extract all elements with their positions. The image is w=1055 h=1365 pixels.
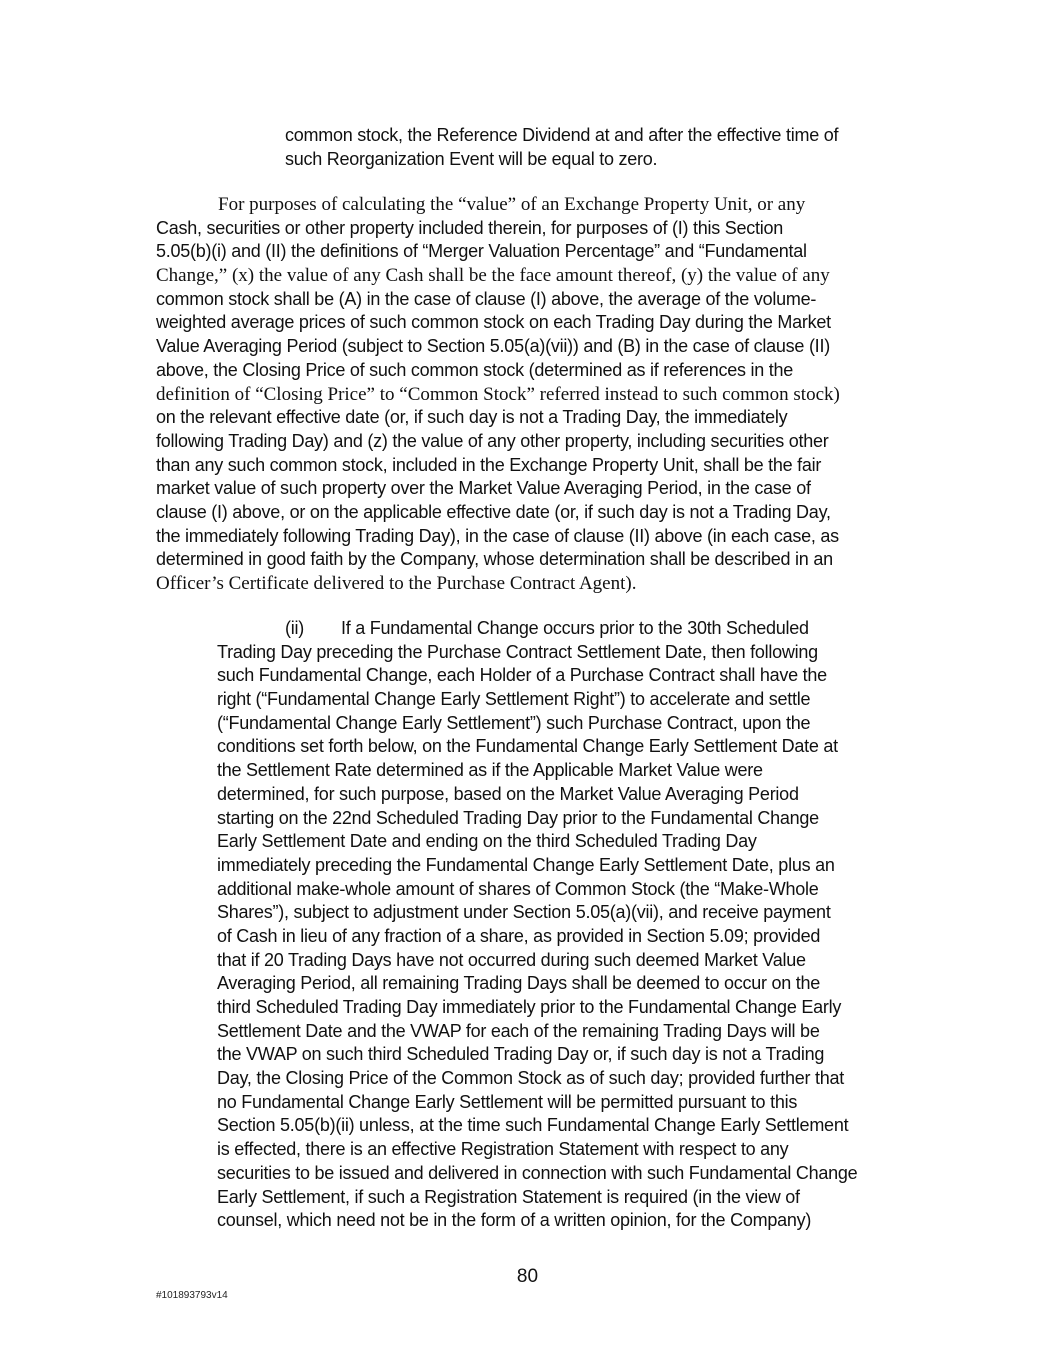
text-line: common stock, the Reference Dividend at and after the effective time of — [285, 125, 839, 145]
text-line: common stock shall be (A) in the case of clause (I) above, the average of the volume- — [156, 288, 817, 309]
text-line: Officer’s Certificate delivered to the Purchase Contract Agent). — [156, 573, 637, 594]
text-line: the VWAP on such third Scheduled Trading Day or, if such day is not a Trading — [217, 1044, 825, 1065]
text-line: Early Settlement, if such a Registration Statement is required (in the view of — [217, 1186, 800, 1207]
text-line: Trading Day preceding the Purchase Contract Settlement Date, then following — [217, 641, 818, 662]
text-line: following Trading Day) and (z) the value of any other property, including securities other — [156, 430, 829, 451]
text-line: immediately preceding the Fundamental Change Early Settlement Date, plus an — [217, 854, 835, 875]
text-line: no Fundamental Change Early Settlement will be permitted pursuant to this — [217, 1091, 798, 1112]
text-line: above, the Closing Price of such common stock (determined as if references in the — [156, 359, 794, 380]
text-line: For purposes of calculating the “value” of an Exchange Property Unit, or any — [218, 194, 806, 215]
carry-over-paragraph — [285, 124, 838, 171]
text-line: Settlement Date and the VWAP for each of the remaining Trading Days will be — [217, 1020, 820, 1041]
clause-ii-paragraph — [217, 617, 857, 1233]
text-line: of Cash in lieu of any fraction of a share, as provided in Section 5.09; provided — [217, 925, 821, 946]
text-line: counsel, which need not be in the form of a written opinion, for the Company) — [217, 1210, 812, 1231]
text-line: Early Settlement Date and ending on the third Scheduled Trading Day — [217, 831, 757, 852]
text-line: 5.05(b)(i) and (II) the definitions of “Merger Valuation Percentage” and “Fundamental — [156, 241, 807, 262]
text-line: than any such common stock, included in the Exchange Property Unit, shall be the fair — [156, 454, 822, 475]
text-line: such Fundamental Change, each Holder of a Purchase Contract shall have the — [217, 665, 827, 686]
text-line: third Scheduled Trading Day immediately prior to the Fundamental Change Early — [217, 997, 842, 1017]
text-line: Shares”), subject to adjustment under Section 5.05(a)(vii), and receive payment — [217, 902, 831, 923]
text-line: is effected, there is an effective Registration Statement with respect to any — [217, 1139, 789, 1160]
text-line: Section 5.05(b)(ii) unless, at the time such Fundamental Change Early Settlement — [217, 1115, 849, 1136]
valuation-paragraph — [156, 193, 840, 596]
text-line: Value Averaging Period (subject to Section 5.05(a)(vii)) and (B) in the case of clause (II) — [156, 336, 830, 357]
text-line: Cash, securities or other property included therein, for purposes of (I) this Section — [156, 217, 784, 238]
text-line: Averaging Period, all remaining Trading Days shall be deemed to occur on the — [217, 973, 821, 994]
text-line: determined in good faith by the Company, whose determination shall be described in an — [156, 549, 833, 570]
text-line: weighted average prices of such common stock on each Trading Day during the Market — [156, 312, 831, 333]
text-line: definition of “Closing Price” to “Common Stock” referred instead to such common stock) — [156, 383, 840, 405]
text-line: the immediately following Trading Day), in the case of clause (II) above (in each case, as — [156, 525, 839, 546]
clause-marker: (ii) — [285, 618, 304, 638]
text-line: starting on the 22nd Scheduled Trading Day prior to the Fundamental Change — [217, 807, 819, 828]
page-number: 80 — [516, 1266, 539, 1287]
clause-first-line: If a Fundamental Change occurs prior to the 30th Scheduled — [341, 618, 809, 638]
text-line: (“Fundamental Change Early Settlement”) such Purchase Contract, upon the — [217, 712, 811, 733]
text-line: such Reorganization Event will be equal to zero. — [285, 148, 658, 169]
text-line: on the relevant effective date (or, if such day is not a Trading Day, the immediately — [156, 407, 788, 428]
text-line: securities to be issued and delivered in connection with such Fundamental Change — [217, 1162, 858, 1183]
text-line: determined, for such purpose, based on the Market Value Averaging Period — [217, 783, 799, 804]
text-line: Change,” (x) the value of any Cash shall be the face amount thereof, (y) the value of any — [156, 265, 830, 287]
text-line: Day, the Closing Price of the Common Stock as of such day; provided further that — [217, 1068, 844, 1089]
text-line: market value of such property over the Market Value Averaging Period, in the case of — [156, 478, 811, 499]
text-line: clause (I) above, or on the applicable effective date (or, if such day is not a Trading Day, — [156, 501, 831, 522]
text-line: right (“Fundamental Change Early Settlement Right”) to accelerate and settle — [217, 689, 811, 710]
text-line: that if 20 Trading Days have not occurred during such deemed Market Value — [217, 949, 806, 970]
text-line: the Settlement Rate determined as if the Applicable Market Value were — [217, 760, 763, 781]
text-line — [217, 617, 857, 641]
text-line: additional make-whole amount of shares of Common Stock (the “Make-Whole — [217, 878, 819, 899]
text-line: conditions set forth below, on the Fundamental Change Early Settlement Date at — [217, 736, 838, 757]
document-id: #101893793v14 — [156, 1290, 228, 1301]
